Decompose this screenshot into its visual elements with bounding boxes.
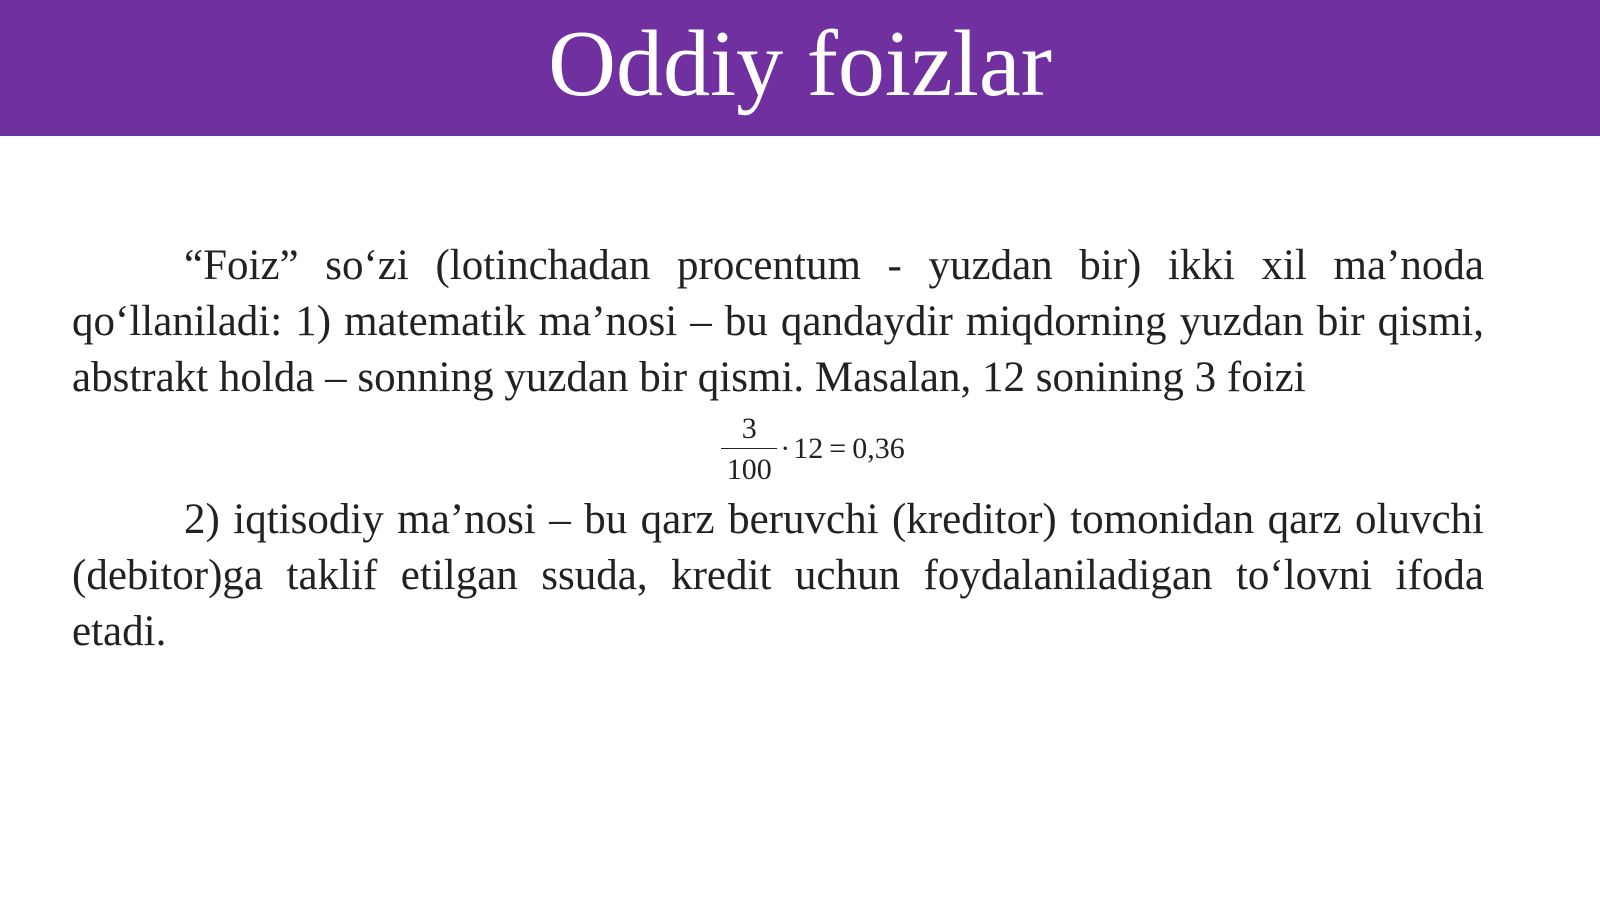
fraction-numerator: 3 xyxy=(741,411,757,445)
paragraph-economic-meaning: 2) iqtisodiy ma’nosi – bu qarz beruvchi (kreditor) tomonidan qarz oluvchi (debitor)ga taklif etilgan ssuda, kredit uchun foydalaniladigan to‘lovni ifoda etadi. xyxy=(72,496,1484,655)
multiply-dot: · xyxy=(780,432,791,465)
formula-example xyxy=(142,408,1484,490)
formula-multiplier: 12 xyxy=(793,432,824,465)
fraction xyxy=(721,411,777,486)
title-bar xyxy=(0,0,1600,136)
slide-title: Oddiy foizlar xyxy=(548,12,1052,116)
paragraph-definition: “Foiz” so‘zi (lotinchadan procentum - yuzdan bir) ikki xil ma’noda qo‘llaniladi: 1) matematik ma’nosi – bu qandaydir miqdorning yuzdan bir qismi, abstrakt holda – sonning yuzdan bir qismi. Masalan, 12 sonining 3 foizi xyxy=(72,242,1484,401)
equals-sign: = xyxy=(829,432,847,465)
formula-result: 0,36 xyxy=(852,432,905,465)
slide-body xyxy=(72,238,1484,660)
fraction-denominator: 100 xyxy=(726,452,772,486)
